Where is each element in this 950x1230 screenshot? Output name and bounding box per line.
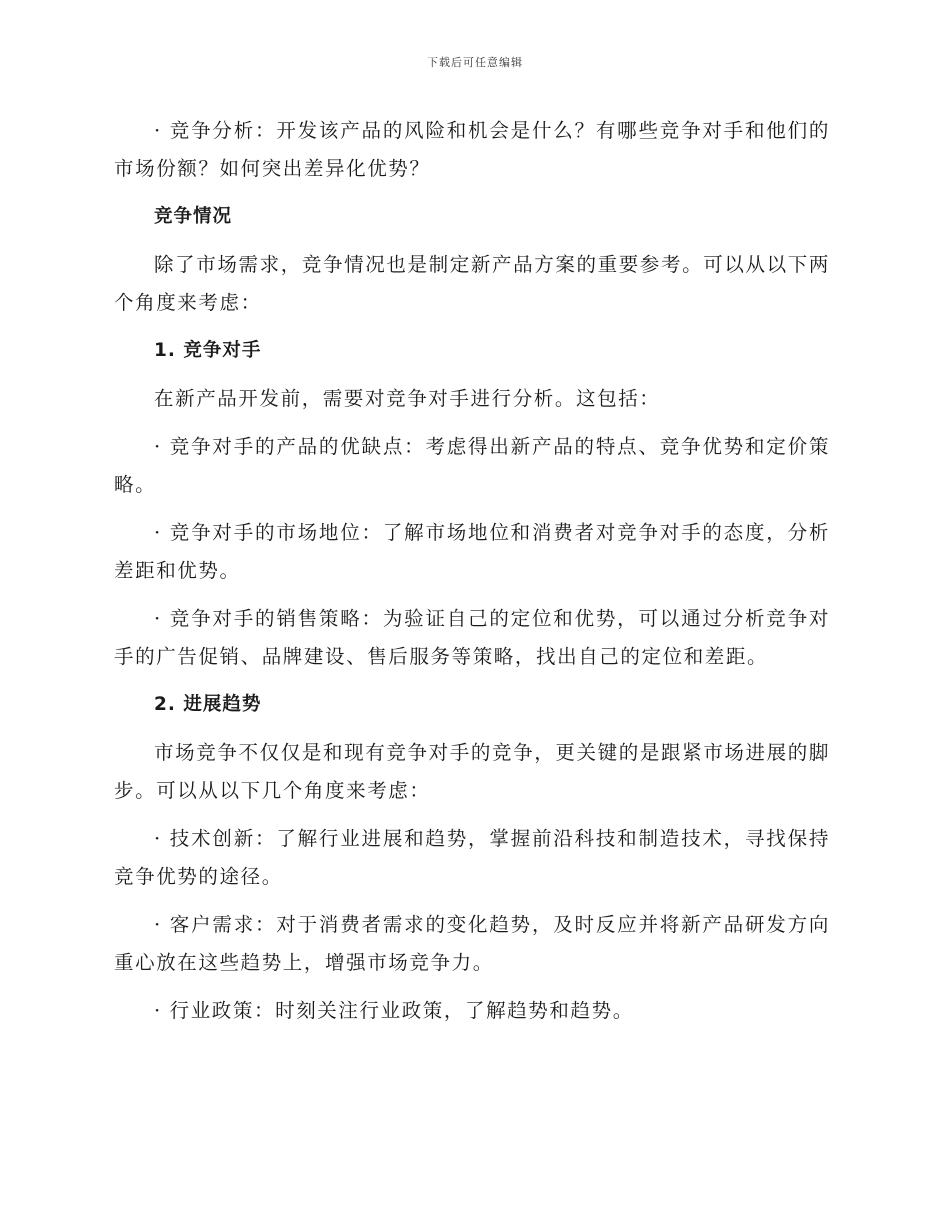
bullet-industry-policy: · 行业政策：时刻关注行业政策，了解趋势和趋势。 xyxy=(154,999,634,1022)
bullet-competitor-sales-strategy: · 竞争对手的销售策略：为验证自己的定位和优势，可以通过分析竞争对手的广告促销、品牌建设、售后服务等策略，找出自己的定位和差距。 xyxy=(114,607,830,668)
subheading-competitors: 1. 竞争对手 xyxy=(154,340,262,361)
bullet-competitor-market-position: · 竞争对手的市场地位：了解市场地位和消费者对竞争对手的态度，分析差距和优势。 xyxy=(114,521,830,582)
document-body xyxy=(114,112,830,1040)
bullet-competitive-analysis: · 竞争分析：开发该产品的风险和机会是什么？有哪些竞争对手和他们的市场份额？如何突出差异化优势？ xyxy=(114,119,830,180)
subheading-trends: 2. 进展趋势 xyxy=(154,694,262,715)
bullet-tech-innovation: · 技术创新：了解行业进展和趋势，掌握前沿科技和制造技术，寻找保持竞争优势的途径。 xyxy=(114,827,830,888)
bullet-customer-demand: · 客户需求：对于消费者需求的变化趋势，及时反应并将新产品研发方向重心放在这些趋势上，增强市场竞争力。 xyxy=(114,913,830,974)
section-heading-competition: 竞争情况 xyxy=(154,206,233,227)
paragraph-competitors-intro: 在新产品开发前，需要对竞争对手进行分析。这包括： xyxy=(154,387,661,410)
paragraph-competition-intro: 除了市场需求，竞争情况也是制定新产品方案的重要参考。可以从以下两个角度来考虑： xyxy=(114,253,830,314)
paragraph-trends-intro: 市场竞争不仅仅是和现有竞争对手的竞争，更关键的是跟紧市场进展的脚步。可以从以下几个角度来考虑： xyxy=(114,741,830,802)
bullet-competitor-products: · 竞争对手的产品的优缺点：考虑得出新产品的特点、竞争优势和定价策略。 xyxy=(114,435,830,496)
page-header: 下载后可任意编辑 xyxy=(427,56,523,69)
